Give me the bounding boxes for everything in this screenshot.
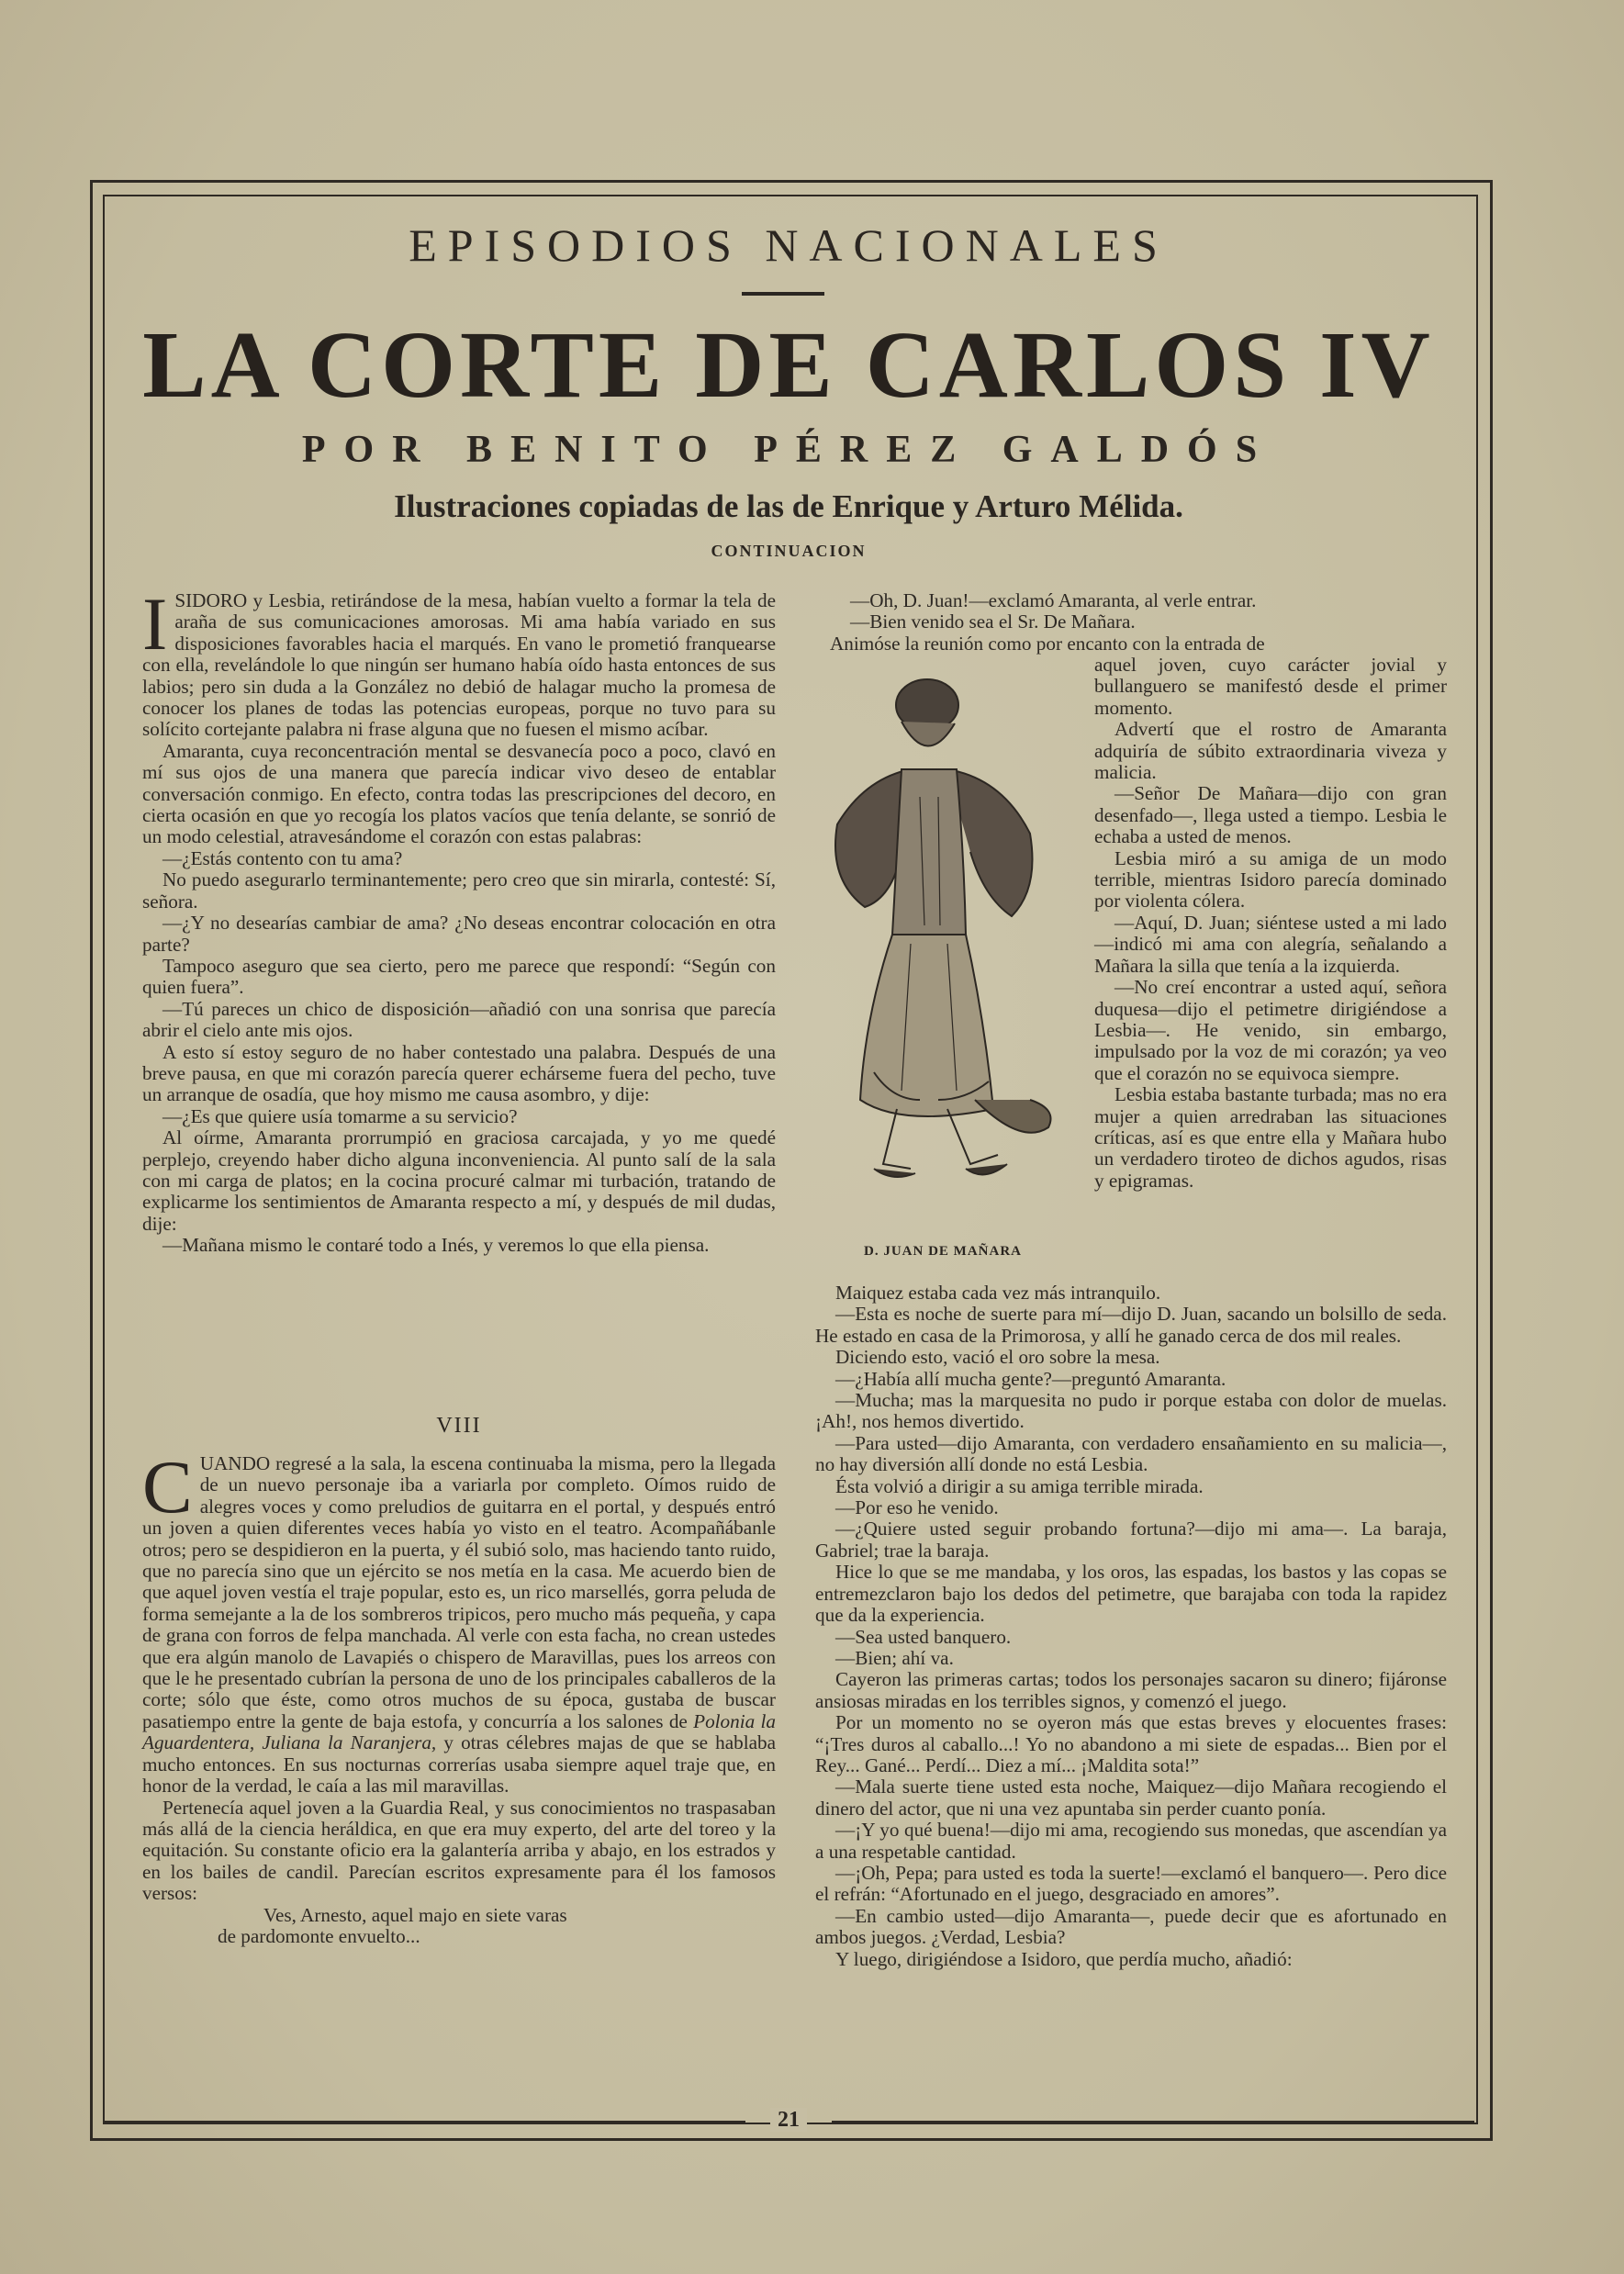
page-title: LA CORTE DE CARLOS IV — [142, 312, 1435, 418]
paragraph: —Por eso he venido. — [835, 1496, 999, 1519]
paragraph-text: y otras célebres majas de que se hablaba mucho entonces. En sus nocturnas correrías usaba siempre aquel traje que, en honor de la verdad, le caía a las mil maravillas. — [142, 1731, 776, 1798]
paragraph: Amaranta, cuya reconcentración mental se desvanecía poco a poco, clavó en mí sus ojos de una manera que parecía indicar vivo deseo de entablar conversación conmigo. En efecto, contra todas las prescripciones del decoro, en cierta ocasión en que yo recogía los platos vacíos que tenía delante, se sonrió de un modo celestial, atravesándome el corazón con estas palabras: — [142, 739, 776, 848]
paragraph: Animóse la reunión como por encanto con la entrada de — [830, 632, 1265, 655]
left-column-chapter — [142, 1445, 776, 1947]
paragraph: Cayeron las primeras cartas; todos los personajes sacaron su dinero; fijáronse ansiosas miradas en los terribles signos, y comenzó el juego. — [815, 1668, 1447, 1712]
paragraph: —Sea usted banquero. — [835, 1625, 1012, 1648]
paragraph: No puedo asegurarlo terminantemente; pero creo que sin mirarla, contesté: Sí, señora. — [142, 868, 776, 913]
figure-caption: D. JUAN DE MAÑARA — [864, 1244, 1022, 1259]
bottom-paragraphs — [815, 1283, 1447, 1970]
paragraph: —Mañana mismo le contaré todo a Inés, y veremos lo que ella piensa. — [162, 1234, 710, 1257]
paragraph: Al oírme, Amaranta prorrumpió en graciosa carcajada, y yo me quedé perplejo, creyendo haber dicho alguna inconveniencia. Al punto salí de la sala con mi carga de platos; en la cocina procuré calmar mi turbación, tratando de explicarme los sentimientos de Amaranta respecto a mí, y después de mil dudas, dije: — [142, 1126, 776, 1235]
right-column-top — [830, 590, 1447, 655]
italic-names: Polonia la Aguardentera, Juliana la Naranjera, — [142, 1709, 776, 1754]
lead-word: UANDO — [199, 1452, 271, 1474]
paragraph: —Mucha; mas la marquesita no pudo ir porque estaba con dolor de muelas. ¡Ah!, nos hemos divertido. — [815, 1389, 1447, 1433]
paragraph: —¿Estás contento con tu ama? — [162, 846, 403, 869]
continuation-label: CONTINUACION — [711, 542, 867, 560]
paragraph: —Señor De Mañara—dijo con gran desenfado—, llega usted a tiempo. Lesbia le echaba a usted de menos. — [1094, 782, 1447, 848]
paragraph: —¿Es que quiere usía tomarme a su servicio? — [162, 1104, 518, 1127]
paragraph: —Aquí, D. Juan; siéntese usted a mi lado—indicó mi ama con alegría, señalando a Mañara la silla que tenía a la izquierda. — [1094, 911, 1447, 977]
paragraph: —¿Había allí mucha gente?—preguntó Amaranta. — [835, 1367, 1226, 1390]
paragraph: Hice lo que se me mandaba, y los oros, las espadas, los bastos y las copas se entremezclaron bajo los dedos del petimetre, que barajaba con toda la rapidez que da la experiencia. — [815, 1561, 1447, 1627]
illustration-credit: Ilustraciones copiadas de las de Enrique y Arturo Mélida. — [394, 488, 1183, 524]
wrap-paragraphs — [1094, 655, 1447, 1192]
paragraph: —¡Y yo qué buena!—dijo mi ama, recogiendo sus monedas, que ascendían ya a una respetable cantidad. — [815, 1819, 1447, 1863]
paragraph: —Esta es noche de suerte para mí—dijo D. Juan, sacando un bolsillo de seda. He estado en casa de la Primorosa, y allí he ganado cerca de dos mil reales. — [815, 1303, 1447, 1347]
paragraph: —Bien; ahí va. — [835, 1646, 954, 1669]
paragraph: Y luego, dirigiéndose a Isidoro, que perdía mucho, añadió: — [835, 1947, 1293, 1970]
paragraph: Lesbia miró a su amiga de un modo terrible, mientras Isidoro parecía dominado por violenta cólera. — [1094, 846, 1447, 913]
paragraph: —Mala suerte tiene usted esta noche, Maiquez—dijo Mañara recogiendo el dinero del actor, que ni una vez apuntaba sin perder cuanto ponía. — [815, 1776, 1447, 1820]
paragraph: Tampoco aseguro que sea cierto, pero me parece que respondí: “Según con quien fuera”. — [142, 954, 776, 999]
paragraph: —Para usted—dijo Amaranta, con verdadero ensañamiento en su malicia—, no hay diversión allí donde no está Lesbia. — [815, 1431, 1447, 1476]
paragraph: —Bien venido sea el Sr. De Mañara. — [850, 611, 1136, 633]
paragraph: Ésta volvió a dirigir a su amiga terrible mirada. — [835, 1474, 1204, 1497]
paragraph: Maiquez estaba cada vez más intranquilo. — [835, 1282, 1161, 1304]
series-underline — [742, 292, 824, 296]
paragraph: —¿Quiere usted seguir probando fortuna?—dijo mi ama—. La baraja, Gabriel; trae la baraja. — [815, 1518, 1447, 1562]
paragraph: aquel joven, cuyo carácter jovial y bullanguero se manifestó desde el primer momento. — [1094, 654, 1447, 719]
page-footer — [103, 2108, 1474, 2135]
verse-line: de pardomonte envuelto... — [218, 1924, 420, 1947]
paragraph: —¿Y no desearías cambiar de ama? ¿No deseas encontrar colocación en otra parte? — [142, 912, 776, 956]
paragraph: Advertí que el rostro de Amaranta adquiría de súbito extraordinaria viveza y malicia. — [1094, 718, 1447, 784]
page-number: 21 — [770, 2108, 807, 2132]
paragraph: Por un momento no se oyeron más que estas breves y elocuentes frases: “¡Tres duros al caballo...! Yo no abandono a mi siete de espadas... Bien por el Rey... Gané... Perdí... Diez a mí... ¡Maldita sota!” — [815, 1711, 1447, 1776]
right-column-bottom — [815, 1283, 1447, 1970]
illustration-figure — [810, 668, 1076, 1238]
paragraph: —¡Oh, Pepa; para usted es toda la suerte!—exclamó el banquero—. Pero dice el refrán: “Afortunado en el juego, desgraciado en amores”. — [815, 1861, 1447, 1906]
paragraph: A esto sí estoy seguro de no haber contestado una palabra. Después de una breve pausa, en que mi corazón parecía querer echárseme fuera del pecho, tuve un arranque de osadía, que hoy mismo me causa asombro, y dije: — [142, 1040, 776, 1106]
paragraph: Diciendo esto, vació el oro sobre la mesa. — [835, 1346, 1160, 1369]
lead-word: SIDORO — [174, 589, 248, 611]
chapter-opening-paragraph — [142, 1445, 776, 1798]
chapter-heading: VIII — [436, 1414, 482, 1438]
right-column-wrap — [1094, 655, 1447, 1192]
paragraph: Lesbia estaba bastante turbada; mas no era mujer a quien arredraban las situaciones críticas, así es que entre ella y Mañara hubo un verdadero tiroteo de dichos agudos, risas y epigramas. — [1094, 1083, 1447, 1192]
paragraph-text: regresé a la sala, la escena continuaba la misma, pero la llegada de un nuevo personaje iba a variarla por completo. Oímos ruido de alegres voces y como preludios de guitarra en el portal, y después entró un joven a quien diferentes veces había yo visto en el teatro. Acompañábanle otros; pero se despidieron en la puerta, y él subió solo, mas haciendo tanto ruido, que no parecía sino que un ejército se nos metía en la casa. Me acuerdo bien de que aquel joven vestía el traje popular, esto es, un rico marsellés, gorra peluda de forma semejante a la de los sombreros tripicos, pero mucho más pequeña, y capa de grana con forros de felpa manchada. Al verle con esta facha, no crean ustedes que era algún manolo de Lavapiés o chispero de Maravillas, pues los arreos con que le he presentado cubrían la persona de uno de los principales caballeros de la corte; sólo que éste, como otros muchos de su época, gustaba de buscar pasatiempo entre la gente de baja estofa, y concurría a los salones de — [142, 1452, 776, 1732]
paragraph: Pertenecía aquel joven a la Guardia Real, y sus conocimientos no traspasaban más allá de la ciencia heráldica, en que era muy experto, del arte del toreo y la equitación. Su constante oficio era la galantería arriba y abajo, en los estrados y en los bailes de candil. Parecían escritos expresamente para él los famosos versos: — [142, 1796, 776, 1905]
series-title: EPISODIOS NACIONALES — [409, 219, 1169, 271]
drop-cap: C — [142, 1445, 193, 1529]
author-line: POR BENITO PÉREZ GALDÓS — [301, 429, 1276, 471]
paragraph: —En cambio usted—dijo Amaranta—, puede decir que es afortunado en ambos juegos. ¿Verdad, Lesbia? — [815, 1904, 1447, 1949]
opening-paragraph — [142, 582, 776, 741]
drop-cap: I — [142, 582, 168, 666]
paragraph: —Oh, D. Juan!—exclamó Amaranta, al verle entrar. — [850, 589, 1257, 611]
left-column — [142, 582, 776, 1257]
paragraph: —No creí encontrar a usted aquí, señora duquesa—dijo el petimetre dirigiéndose a Lesbia—. He venido, sin embargo, impulsado por la voz de mi corazón; ya veo que el corazón no se equivoca siempre. — [1094, 976, 1447, 1084]
left-paragraphs — [142, 741, 776, 1257]
paragraph: —Tú pareces un chico de disposición—añadió con una sonrisa que parecía abrir el cielo ante mis ojos. — [142, 997, 776, 1042]
paragraph-text: y Lesbia, retirándose de la mesa, habían vuelto a formar la tela de araña de sus comunicaciones amorosas. Mi ama había variado en sus disposiciones favorables hacia el marqués. En vano le prometió franquearse con ella, revelándole lo que ningún ser humano había oído hasta entonces de sus labios; pero sin duda a la González no debió de halagar mucho la promesa de conocer los planes de todas las potencias europeas, porque no tuvo para su solícito cortejante palabra ni frase alguna que no fuesen el mismo acíbar. — [142, 589, 776, 741]
verse-line: Ves, Arnesto, aquel majo en siete varas — [263, 1903, 567, 1926]
page-number-wrap — [103, 2108, 1474, 2133]
